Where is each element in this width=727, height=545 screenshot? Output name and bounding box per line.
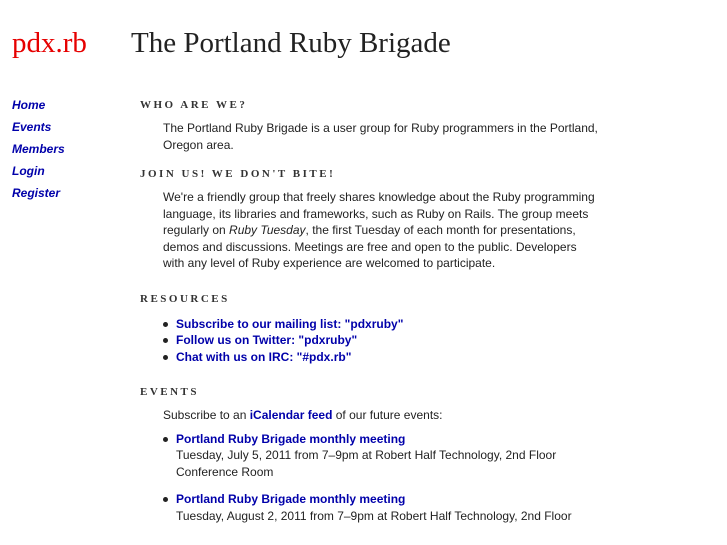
nav-link-home[interactable]: Home <box>12 98 46 112</box>
events-intro <box>163 407 600 424</box>
nav-link-register[interactable]: Register <box>12 186 61 200</box>
events-list <box>140 431 600 525</box>
irc-link[interactable]: Chat with us on IRC: "#pdx.rb" <box>176 349 352 364</box>
events-intro-start: Subscribe to an <box>163 408 250 422</box>
event-details: Tuesday, August 2, 2011 from 7–9pm at Robert Half Technology, 2nd Floor <box>176 508 572 523</box>
nav-link-login[interactable]: Login <box>12 164 45 178</box>
sidebar-nav <box>12 94 65 204</box>
events-intro-end: of our future events: <box>332 408 443 422</box>
nav-link-events[interactable]: Events <box>12 120 52 134</box>
site-title: The Portland Ruby Brigade <box>131 27 451 59</box>
icalendar-feed-link[interactable]: iCalendar feed <box>249 408 333 422</box>
join-text-end: , the first Tuesday of each month for presentations, demos and discussions. Meetings are free and open to the public. Developers with any level of Ruby experience are welcomed to participate. <box>163 223 577 270</box>
event-title-link[interactable]: Portland Ruby Brigade monthly meeting <box>176 431 406 446</box>
list-item <box>140 332 600 349</box>
ruby-tuesday-emphasis: Ruby Tuesday <box>229 223 306 237</box>
sidebar-item-register <box>12 182 65 204</box>
event-details: Tuesday, July 5, 2011 from 7–9pm at Robert Half Technology, 2nd Floor Conference Room <box>176 448 557 479</box>
resources-heading: RESOURCES <box>140 292 230 305</box>
list-item <box>140 316 600 333</box>
resources-list <box>140 316 600 366</box>
sidebar-item-members <box>12 138 65 160</box>
join-heading: JOIN US! WE DON'T BITE! <box>140 168 336 180</box>
sidebar-item-home <box>12 94 65 116</box>
event-item <box>140 491 600 524</box>
who-heading: WHO ARE WE? <box>140 99 248 111</box>
event-title-link[interactable]: Portland Ruby Brigade monthly meeting <box>176 492 406 506</box>
sidebar-item-events <box>12 116 65 138</box>
main-content <box>140 95 600 535</box>
nav-link-members[interactable]: Members <box>12 142 65 156</box>
sidebar-item-login <box>12 160 65 182</box>
event-item <box>140 431 600 481</box>
list-item <box>140 349 600 366</box>
site-logo[interactable]: pdx.rb <box>12 27 87 59</box>
who-text: The Portland Ruby Brigade is a user group for Ruby programmers in the Portland, Oregon area. <box>163 121 598 152</box>
mailing-list-link[interactable]: Subscribe to our mailing list: "pdxruby" <box>176 316 404 331</box>
events-heading: EVENTS <box>140 386 200 398</box>
join-text <box>163 189 600 272</box>
join-text-start: We're a friendly group that freely shares knowledge about the Ruby programming language, its libraries and frameworks, such as Ruby on Rails. The group meets regularly on <box>163 190 595 237</box>
twitter-link[interactable]: Follow us on Twitter: "pdxruby" <box>176 333 358 347</box>
